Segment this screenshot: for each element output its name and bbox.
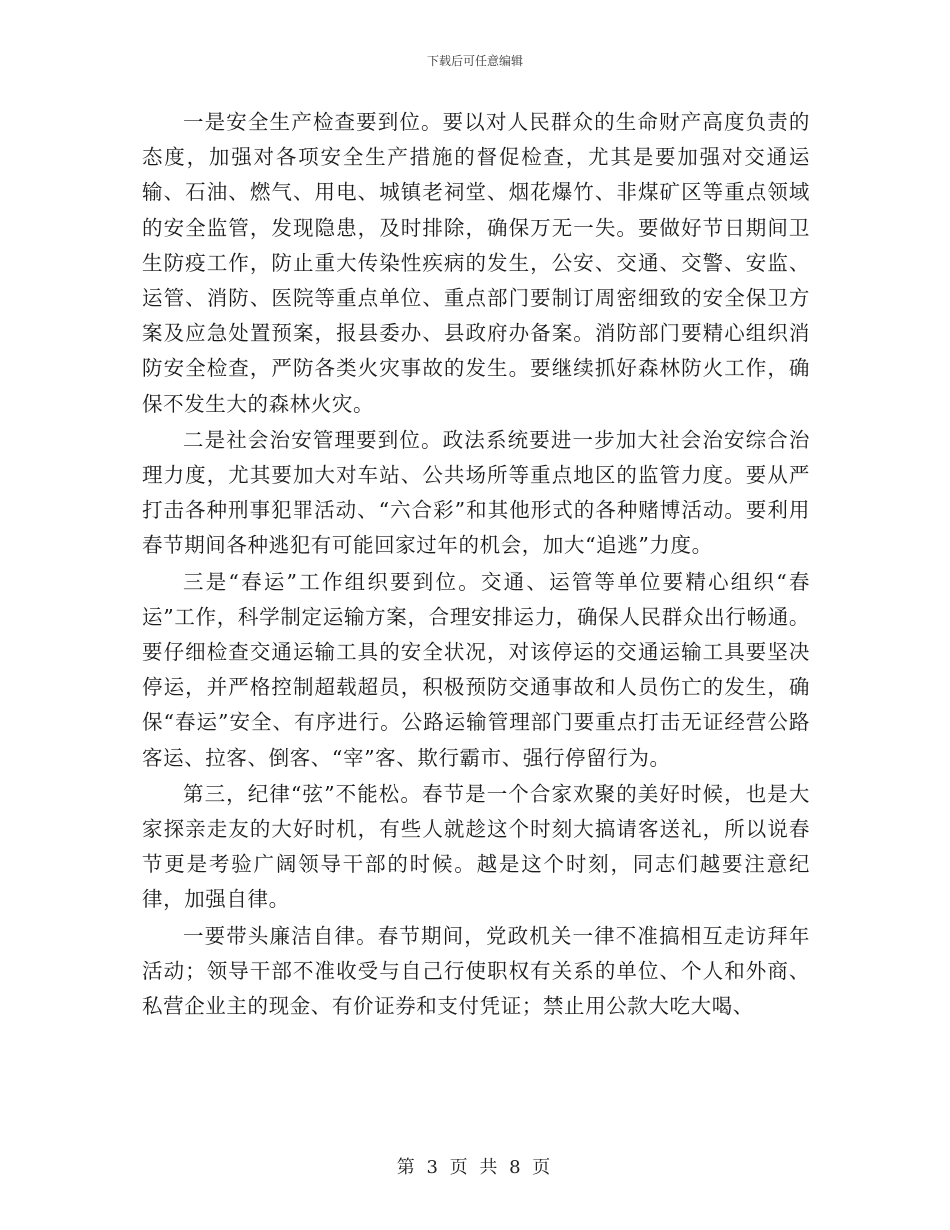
- paragraph-integrity: 一要带头廉洁自律。春节期间，党政机关一律不准搞相互走访拜年活动；领导干部不准收受与自己行使职权有关系的单位、个人和外商、私营企业主的现金、有价证券和支付凭证；禁止用公款大吃大喝、: [142, 923, 810, 1019]
- paragraph-public-security: 二是社会治安管理要到位。政法系统要进一步加大社会治安综合治理力度，尤其要加大对车站、公共场所等重点地区的监管力度。要从严打击各种刑事犯罪活动、“六合彩”和其他形式的各种赌博活动。要利用春节期间各种逃犯有可能回家过年的机会，加大“追逃”力度。: [142, 427, 810, 558]
- paragraph-safety-inspection: 一是安全生产检查要到位。要以对人民群众的生命财产高度负责的态度，加强对各项安全生产措施的督促检查，尤其是要加强对交通运输、石油、燃气、用电、城镇老祠堂、烟花爆竹、非煤矿区等重点领域的安全监管，发现隐患，及时排除，确保万无一失。要做好节日期间卫生防疫工作，防止重大传染性疾病的发生，公安、交通、交警、安监、运管、消防、医院等重点单位、重点部门要制订周密细致的安全保卫方案及应急处置预案，报县委办、县政府办备案。消防部门要精心组织消防安全检查，严防各类火灾事故的发生。要继续抓好森林防火工作，确保不发生大的森林火灾。: [142, 110, 810, 416]
- document-body: [142, 105, 810, 1024]
- paragraph-discipline: 第三，纪律“弦”不能松。春节是一个合家欢聚的美好时候，也是大家探亲走友的大好时机，有些人就趁这个时刻大搞请客送礼，所以说春节更是考验广阔领导干部的时候。越是这个时刻，同志们越要注意纪律，加强自律。: [142, 781, 810, 912]
- page-footer: 第 3 页 共 8 页: [396, 1157, 554, 1178]
- page-header: 下载后可任意编辑: [426, 54, 523, 68]
- paragraph-spring-transport: 三是“春运”工作组织要到位。交通、运管等单位要精心组织“春运”工作，科学制定运输方案，合理安排运力，确保人民群众出行畅通。要仔细检查交通运输工具的安全状况，对该停运的交通运输工具要坚决停运，并严格控制超载超员，积极预防交通事故和人员伤亡的发生，确保“春运”安全、有序进行。公路运输管理部门要重点打击无证经营公路客运、拉客、倒客、“宰”客、欺行霸市、强行停留行为。: [142, 569, 810, 770]
